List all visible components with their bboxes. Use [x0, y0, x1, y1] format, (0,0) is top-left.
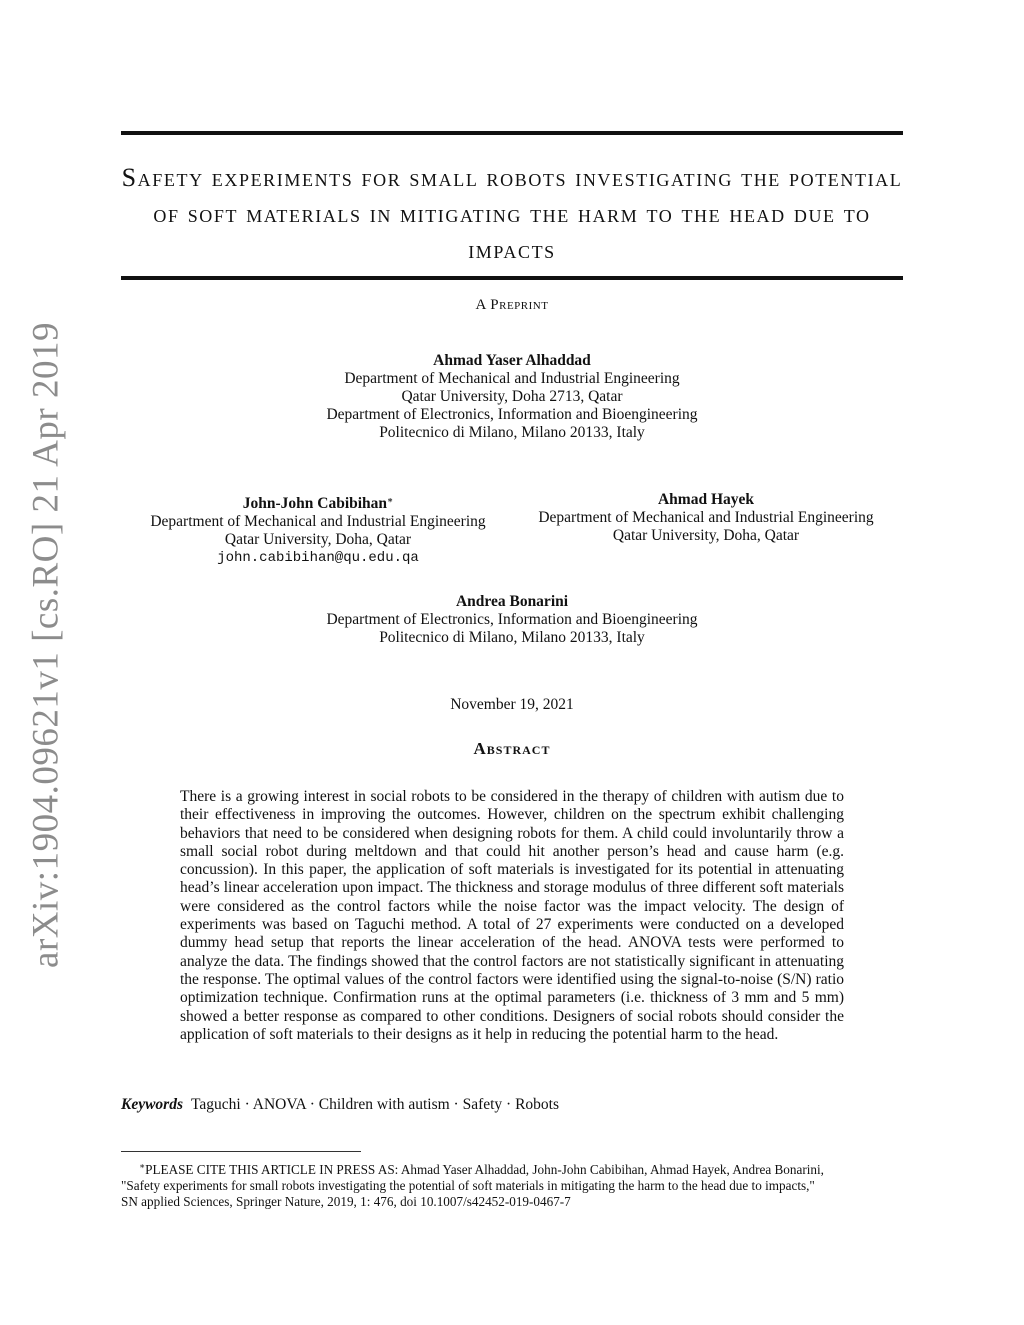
author-name: Andrea Bonarini: [455, 593, 569, 610]
abstract-body: There is a growing interest in social robots to be considered in the therapy of children with autism due to their effectiveness in improving the outcomes. However, children on the spectrum exhibit challenging behaviors that need to be considered when designing robots for them. A child could involuntarily throw a small social robot during meltdown and that could hit another person’s head and cause harm (e.g. concussion). In this paper, the application of soft materials is investigated for its potential in attenuating head’s linear acceleration upon impact. The thickness and storage modulus of three different soft materials were considered as the control factors while the noise factor was the impact velocity. The design of experiments was based on Taguchi method. A total of 27 experiments were conducted on a developed dummy head setup that reports the linear acceleration of the head. ANOVA tests were performed to analyze the data. The findings showed that the control factors are not statistically significant in attenuating the response. The optimal values of the control factors were identified using the signal-to-noise (S/N) ratio optimization technique. Confirmation runs at the optimal parameters (i.e. thickness of 3 mm and 5 mm) showed a better response as compared to other conditions. Designers of social robots should consider the application of soft materials to their designs as it help in reducing the potential harm to the head.: [180, 788, 844, 1043]
author-name: Ahmad Hayek: [657, 491, 755, 508]
affiliation-line: Department of Electronics, Information and Bioengineering: [326, 611, 698, 628]
title-top-rule: [121, 131, 903, 135]
footnote-marker: ∗: [387, 495, 394, 505]
author-block-alhaddad: [0, 352, 1024, 442]
affiliation-line: Qatar University, Doha, Qatar: [224, 531, 412, 548]
affiliation-line: Department of Mechanical and Industrial Engineering: [538, 509, 874, 526]
author-name: Ahmad Yaser Alhaddad: [433, 352, 591, 369]
author-email[interactable]: john.cabibihan@qu.edu.qa: [217, 550, 419, 566]
author-name: John-John Cabibihan∗: [242, 495, 394, 512]
abstract-heading: Abstract: [473, 739, 551, 758]
footnote: [121, 1158, 903, 1210]
affiliation-line: Department of Mechanical and Industrial Engineering: [150, 513, 486, 530]
footnote-line: ∗PLEASE CITE THIS ARTICLE IN PRESS AS: Ahmad Yaser Alhaddad, John-John Cabibihan, Ahmad Hayek, Andrea Bonarini,: [139, 1161, 824, 1177]
affiliation-line: Politecnico di Milano, Milano 20133, Italy: [379, 424, 645, 441]
affiliation-line: Department of Electronics, Information and Bioengineering: [326, 406, 698, 423]
footnote-rule: [121, 1151, 361, 1152]
paper-title: Safety experiments for small robots investigating the potential of soft materials in mitigating the harm to the head due to impacts: [121, 163, 903, 264]
affiliation-line: Qatar University, Doha 2713, Qatar: [401, 388, 623, 405]
affiliation-line: Qatar University, Doha, Qatar: [612, 527, 800, 544]
keywords-list: Taguchi · ANOVA · Children with autism · Safety · Robots: [191, 1096, 560, 1113]
keywords-line: [121, 1096, 559, 1114]
paper-date: November 19, 2021: [450, 696, 574, 713]
author-block-cabibihan: [130, 491, 506, 567]
title-bottom-rule: [121, 276, 903, 280]
arxiv-stamp: arXiv:1904.09621v1 [cs.RO] 21 Apr 2019: [25, 322, 67, 968]
affiliation-line: Politecnico di Milano, Milano 20133, Italy: [379, 629, 645, 646]
footnote-marker: ∗: [139, 1161, 146, 1171]
preprint-label: A Preprint: [475, 297, 549, 313]
affiliation-line: Department of Mechanical and Industrial Engineering: [344, 370, 680, 387]
keywords-label: Keywords: [121, 1096, 183, 1113]
footnote-line: SN applied Sciences, Springer Nature, 2019, 1: 476, doi 10.1007/s42452-019-0467-7: [121, 1194, 571, 1209]
author-block-hayek: [518, 491, 894, 545]
footnote-line: "Safety experiments for small robots investigating the potential of soft materials in mitigating the harm to the head due to impacts,": [121, 1178, 815, 1193]
author-block-bonarini: [0, 593, 1024, 647]
